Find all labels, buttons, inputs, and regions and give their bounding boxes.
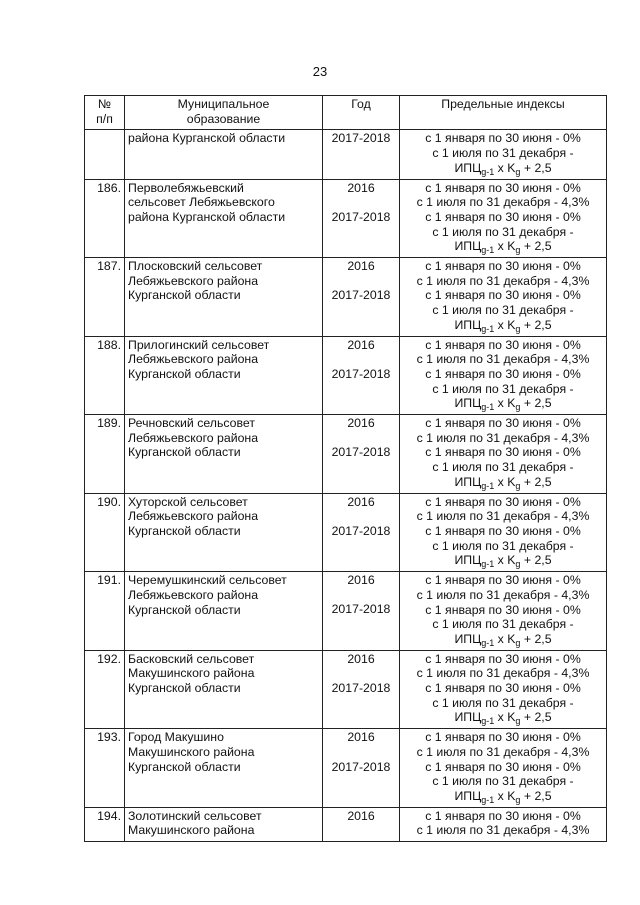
header-municipality: Муниципальное образование bbox=[125, 96, 323, 130]
year-first: 2016 bbox=[347, 416, 375, 431]
row-indices: с 1 января по 30 июня - 0% с 1 июля по 31 декабря - 4,3% с 1 января по 30 июня - 0% с 1 июля по 31 декабря - $ИПЦ_{g-1}$ x $K_g + 2,5$ bbox=[400, 572, 607, 651]
row-municipality: Хуторской сельсовет Лебяжьевского района Курганской области bbox=[125, 493, 323, 572]
row-indices: с 1 января по 30 июня - 0% с 1 июля по 31 декабря - 4,3% с 1 января по 30 июня - 0% с 1 июля по 31 декабря - $ИПЦ_{g-1}$ x $K_g + 2,5$ bbox=[400, 729, 607, 808]
row-number: 192. bbox=[85, 650, 125, 729]
row-year bbox=[323, 493, 400, 572]
year-first: 2016 bbox=[347, 573, 375, 588]
table-row bbox=[85, 336, 607, 415]
year-second: 2017-2018 bbox=[331, 602, 391, 617]
header-indices: Предельные индексы bbox=[400, 96, 607, 130]
row-indices: с 1 января по 30 июня - 0% с 1 июля по 31 декабря - $ИПЦ_{g-1}$ x $K_g + 2,5$ bbox=[400, 130, 607, 179]
year-second: 2017-2018 bbox=[331, 209, 391, 224]
year-first: 2016 bbox=[347, 337, 375, 352]
year-second: 2017-2018 bbox=[331, 366, 391, 381]
year-second: 2017-2018 bbox=[331, 523, 391, 538]
page-number: 23 bbox=[312, 64, 328, 79]
row-number: 190. bbox=[85, 493, 125, 572]
year-second: 2017-2018 bbox=[331, 759, 391, 774]
year-first: 2016 bbox=[347, 651, 375, 666]
year-first: 2016 bbox=[347, 730, 375, 745]
row-year bbox=[323, 258, 400, 337]
row-indices: с 1 января по 30 июня - 0% с 1 июля по 31 декабря - 4,3% bbox=[400, 807, 607, 841]
table-row bbox=[85, 650, 607, 729]
formula: $ИПЦ_{g-1}$ x $K_g + 2,5$ bbox=[454, 474, 552, 491]
table-row bbox=[85, 572, 607, 651]
formula: $ИПЦ_{g-1}$ x $K_g + 2,5$ bbox=[454, 553, 552, 570]
row-year: 2017-2018 bbox=[323, 130, 400, 179]
formula: $ИПЦ_{g-1}$ x $K_g + 2,5$ bbox=[454, 160, 552, 177]
row-year bbox=[323, 415, 400, 494]
row-number: 191. bbox=[85, 572, 125, 651]
row-indices: с 1 января по 30 июня - 0% с 1 июля по 31 декабря - 4,3% с 1 января по 30 июня - 0% с 1 июля по 31 декабря - $ИПЦ_{g-1}$ x $K_g + 2,5$ bbox=[400, 493, 607, 572]
row-municipality: Прилогинский сельсовет Лебяжьевского района Курганской области bbox=[125, 336, 323, 415]
row-year bbox=[323, 179, 400, 258]
year-second: 2017-2018 bbox=[331, 288, 391, 303]
row-indices: с 1 января по 30 июня - 0% с 1 июля по 31 декабря - 4,3% с 1 января по 30 июня - 0% с 1 июля по 31 декабря - $ИПЦ_{g-1}$ x $K_g + 2,5$ bbox=[400, 650, 607, 729]
row-municipality: Плосковский сельсовет Лебяжьевского района Курганской области bbox=[125, 258, 323, 337]
row-municipality: района Курганской области bbox=[125, 130, 323, 179]
formula: $ИПЦ_{g-1}$ x $K_g + 2,5$ bbox=[454, 396, 552, 413]
row-year bbox=[323, 572, 400, 651]
table-row-continuation bbox=[85, 130, 607, 179]
formula: $ИПЦ_{g-1}$ x $K_g + 2,5$ bbox=[454, 239, 552, 256]
table-row bbox=[85, 179, 607, 258]
row-number bbox=[85, 130, 125, 179]
tariff-index-table bbox=[84, 95, 607, 842]
year-first: 2016 bbox=[347, 180, 375, 195]
formula: $ИПЦ_{g-1}$ x $K_g + 2,5$ bbox=[454, 317, 552, 334]
year-first: 2016 bbox=[347, 259, 375, 274]
table-header-row bbox=[85, 96, 607, 130]
row-indices: с 1 января по 30 июня - 0% с 1 июля по 31 декабря - 4,3% с 1 января по 30 июня - 0% с 1 июля по 31 декабря - $ИПЦ_{g-1}$ x $K_g + 2,5$ bbox=[400, 179, 607, 258]
row-number: 189. bbox=[85, 415, 125, 494]
row-indices: с 1 января по 30 июня - 0% с 1 июля по 31 декабря - 4,3% с 1 января по 30 июня - 0% с 1 июля по 31 декабря - $ИПЦ_{g-1}$ x $K_g + 2,5$ bbox=[400, 336, 607, 415]
row-municipality: Речновский сельсовет Лебяжьевского района Курганской области bbox=[125, 415, 323, 494]
table-row bbox=[85, 415, 607, 494]
row-indices: с 1 января по 30 июня - 0% с 1 июля по 31 декабря - 4,3% с 1 января по 30 июня - 0% с 1 июля по 31 декабря - $ИПЦ_{g-1}$ x $K_g + 2,5$ bbox=[400, 258, 607, 337]
row-municipality: Черемушкинский сельсовет Лебяжьевского района Курганской области bbox=[125, 572, 323, 651]
row-municipality: Басковский сельсовет Макушинского района Курганской области bbox=[125, 650, 323, 729]
header-year: Год bbox=[323, 96, 400, 130]
year-second: 2017-2018 bbox=[331, 445, 391, 460]
table-row bbox=[85, 807, 607, 841]
year-first: 2016 bbox=[347, 808, 375, 823]
row-year bbox=[323, 807, 400, 841]
table-row bbox=[85, 493, 607, 572]
row-municipality: Перволебяжьевский сельсовет Лебяжьевского района Курганской области bbox=[125, 179, 323, 258]
row-number: 193. bbox=[85, 729, 125, 808]
row-number: 188. bbox=[85, 336, 125, 415]
row-municipality: Город Макушино Макушинского района Курганской области bbox=[125, 729, 323, 808]
row-number: 186. bbox=[85, 179, 125, 258]
table-row bbox=[85, 258, 607, 337]
row-year bbox=[323, 729, 400, 808]
year-second: 2017-2018 bbox=[331, 681, 391, 695]
row-year bbox=[323, 336, 400, 415]
row-municipality: Золотинский сельсовет Макушинского района bbox=[125, 807, 323, 841]
formula: $ИПЦ_{g-1}$ x $K_g + 2,5$ bbox=[454, 788, 552, 805]
formula: $ИПЦ_{g-1}$ x $K_g + 2,5$ bbox=[454, 710, 552, 727]
row-number: 194. bbox=[85, 807, 125, 841]
row-indices: с 1 января по 30 июня - 0% с 1 июля по 31 декабря - 4,3% с 1 января по 30 июня - 0% с 1 июля по 31 декабря - $ИПЦ_{g-1}$ x $K_g + 2,5$ bbox=[400, 415, 607, 494]
year-first: 2016 bbox=[347, 494, 375, 509]
table-row bbox=[85, 729, 607, 808]
row-year bbox=[323, 650, 400, 729]
header-number: № п/п bbox=[85, 96, 125, 130]
row-number: 187. bbox=[85, 258, 125, 337]
formula: $ИПЦ_{g-1}$ x $K_g + 2,5$ bbox=[454, 631, 552, 648]
